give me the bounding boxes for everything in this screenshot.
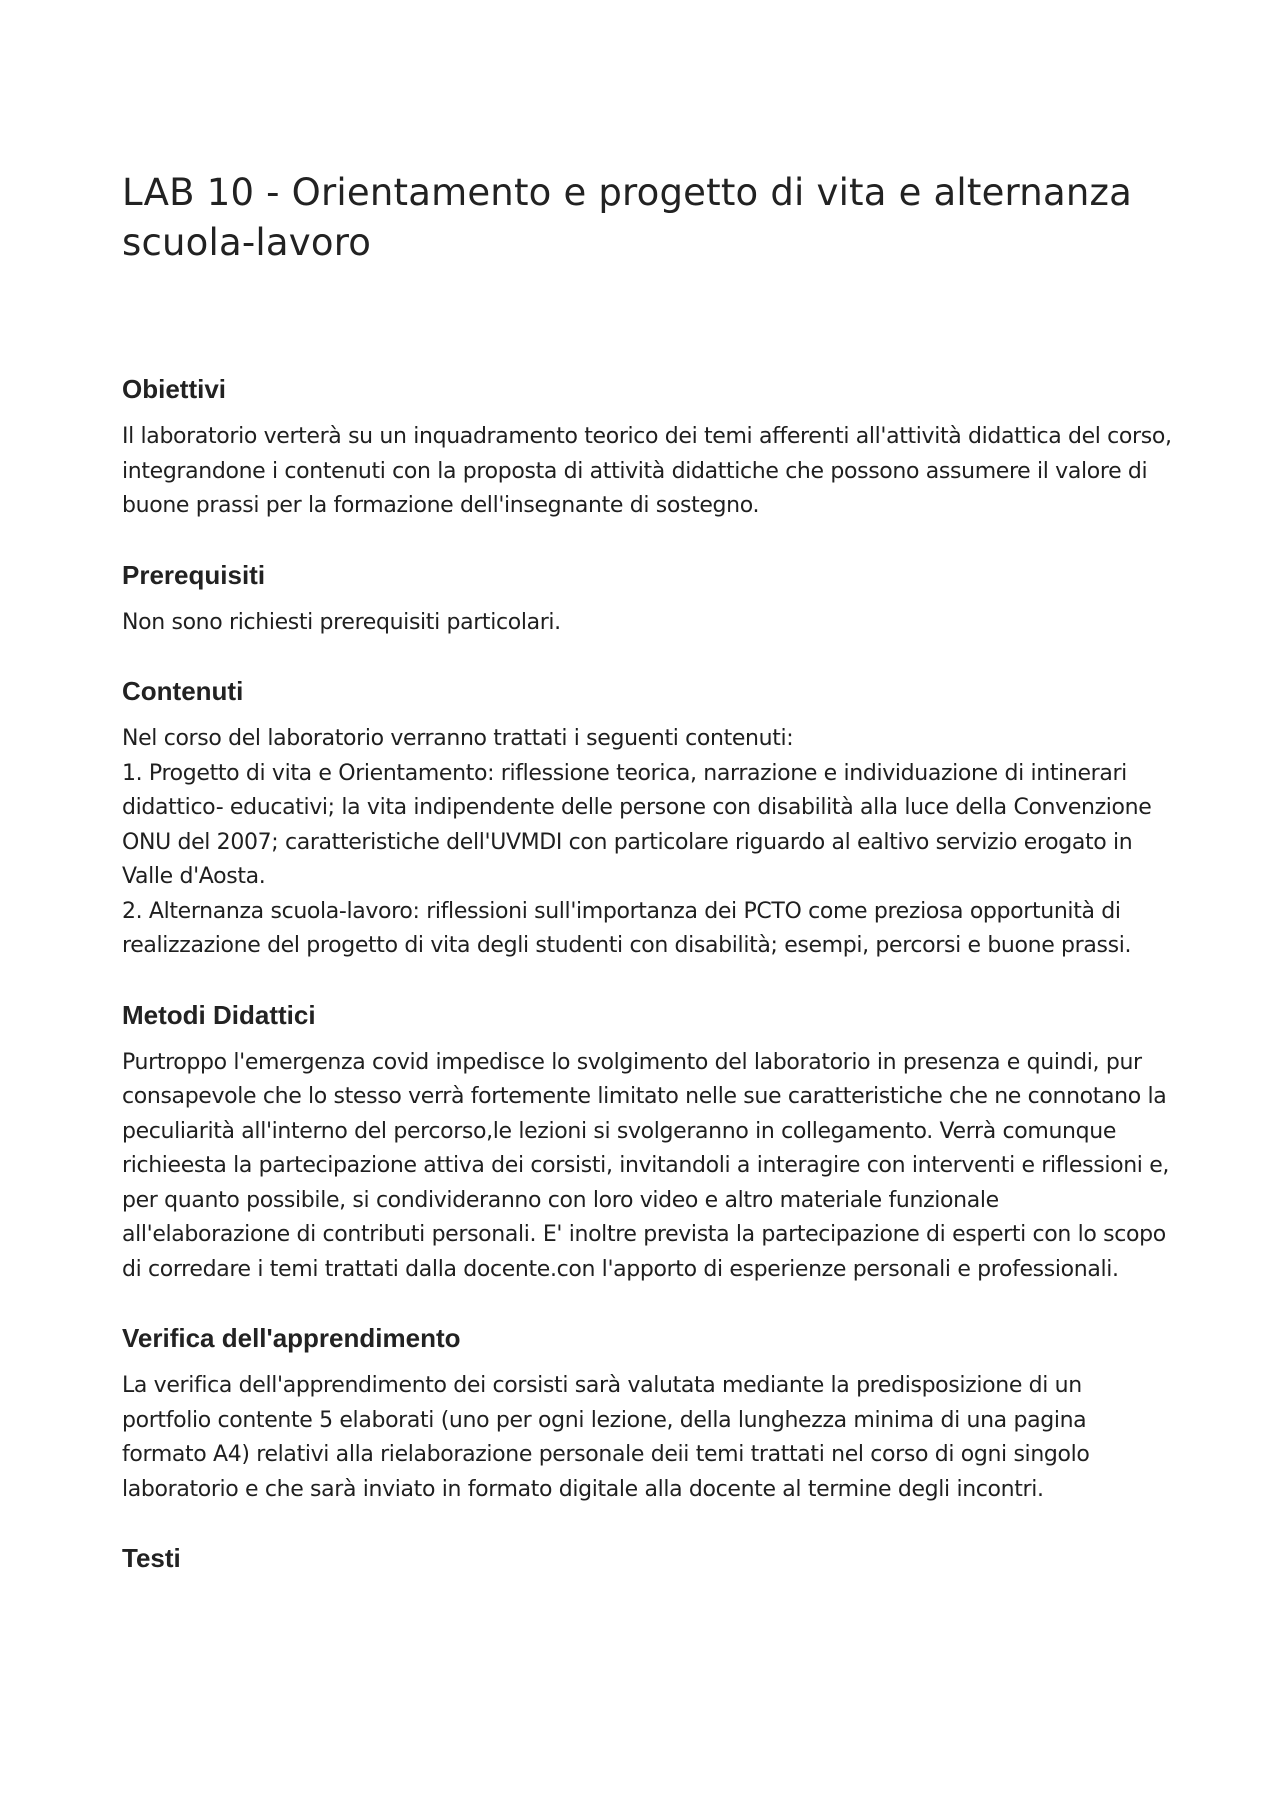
section-heading-contenuti: Contenuti bbox=[122, 676, 244, 706]
section-body-prerequisiti bbox=[122, 606, 1172, 641]
section-metodi-didattici bbox=[122, 998, 1172, 1288]
section-body-contenuti bbox=[122, 722, 1172, 964]
paragraph: Non sono richiesti prerequisiti particolari. bbox=[122, 609, 561, 635]
section-contenuti bbox=[122, 674, 1172, 964]
list-item: 1. Progetto di vita e Orientamento: riflessione teorica, narrazione e individuazione di intinerari didattico- educativi; la vita indipendente delle persone con disabilità alla luce della Convenzione ONU del 2007; caratteristiche dell'UVMDI con particolare riguardo al ealtivo servizio erogato in Valle d'Aosta. bbox=[122, 760, 1152, 889]
section-body-metodi-didattici bbox=[122, 1046, 1172, 1288]
section-prerequisiti bbox=[122, 558, 1172, 641]
paragraph: Purtroppo l'emergenza covid impedisce lo svolgimento del laboratorio in presenza e quindi, pur consapevole che lo stesso verrà fortemente limitato nelle sue caratteristiche che ne connotano la peculiarità all'interno del percorso,le lezioni si svolgeranno in collegamento. Verrà comunque richieesta la partecipazione attiva dei corsisti, invitandoli a interagire con interventi e riflessioni e, per quanto possibile, si condivideranno con loro video e altro materiale funzionale all'elaborazione di contributi personali. E' inoltre prevista la partecipazione di esperti con lo scopo di corredare i temi trattati dalla docente.con l'apporto di esperienze personali e professionali. bbox=[122, 1049, 1170, 1282]
section-verifica bbox=[122, 1321, 1172, 1507]
list-item: 2. Alternanza scuola-lavoro: riflessioni sull'importanza dei PCTO come preziosa opportunità di realizzazione del progetto di vita degli studenti con disabilità; esempi, percorsi e buone prassi. bbox=[122, 898, 1132, 958]
section-testi bbox=[122, 1541, 1172, 1575]
section-heading-prerequisiti: Prerequisiti bbox=[122, 559, 266, 590]
section-body-obiettivi bbox=[122, 420, 1172, 524]
section-heading-metodi-didattici: Metodi Didattici bbox=[122, 999, 316, 1030]
paragraph: Il laboratorio verterà su un inquadramento teorico dei temi afferenti all'attività didattica del corso, integrandone i contenuti con la proposta di attività didattiche che possono assumere il valore di buone prassi per la formazione dell'insegnante di sostegno. bbox=[122, 424, 1172, 518]
section-body-verifica bbox=[122, 1369, 1172, 1507]
document-title: LAB 10 - Orientamento e progetto di vita e alternanza scuola-lavoro bbox=[122, 171, 1132, 264]
section-obiettivi bbox=[122, 372, 1172, 524]
section-heading-verifica: Verifica dell'apprendimento bbox=[122, 1323, 461, 1353]
paragraph: La verifica dell'apprendimento dei corsisti sarà valutata mediante la predisposizione di un portfolio contente 5 elaborati (uno per ogni lezione, della lunghezza minima di una pagina formato A4) relativi alla rielaborazione personale deii temi trattati nel corso di ogni singolo laboratorio e che sarà inviato in formato digitale alla docente al termine degli incontri. bbox=[122, 1373, 1090, 1502]
paragraph: Nel corso del laboratorio verranno trattati i seguenti contenuti: bbox=[122, 726, 794, 751]
section-heading-testi: Testi bbox=[122, 1543, 181, 1573]
document-page bbox=[122, 168, 1172, 1589]
section-heading-obiettivi: Obiettivi bbox=[122, 374, 227, 404]
